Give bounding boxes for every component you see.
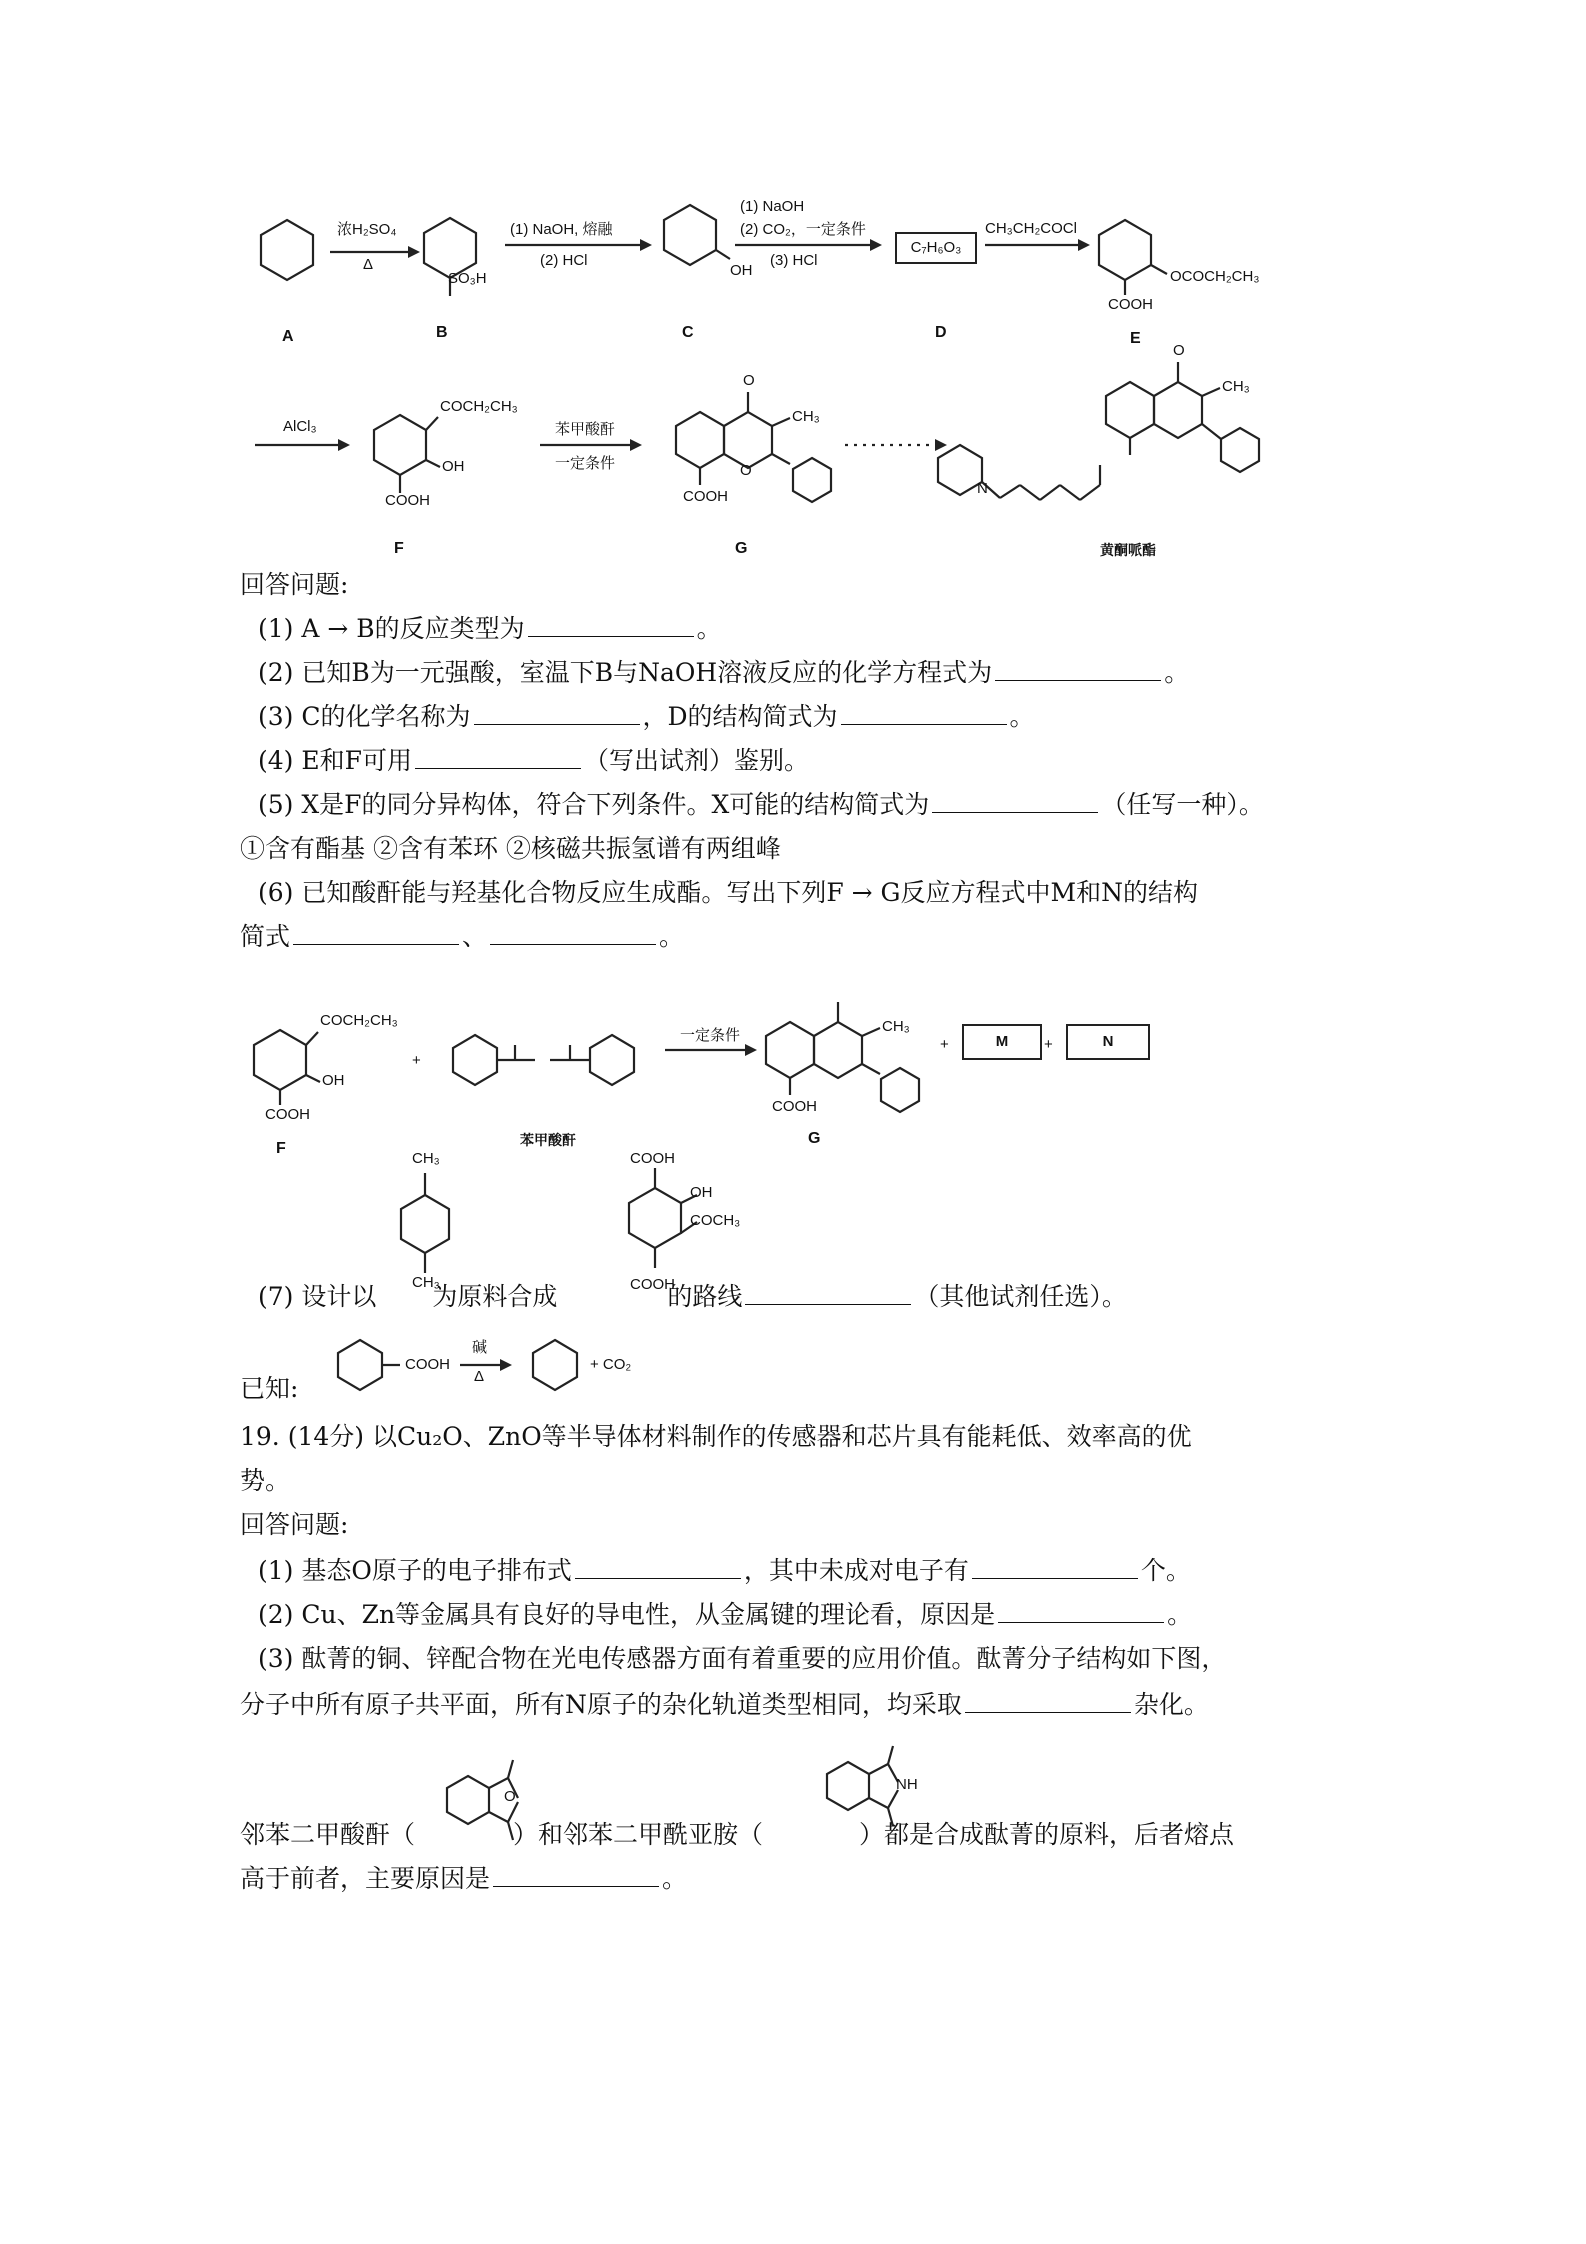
imide-NH: NH bbox=[896, 1776, 918, 1793]
eq-plus-3: + bbox=[1044, 1036, 1053, 1053]
question-1: (1) A → B的反应类型为 。 bbox=[258, 614, 722, 643]
answer-blank[interactable] bbox=[745, 1280, 911, 1305]
answer-blank[interactable] bbox=[965, 1688, 1131, 1713]
q7-target-hydroxyl: OH bbox=[690, 1184, 713, 1201]
eq-label-G: G bbox=[808, 1130, 821, 1147]
label-E: E bbox=[1130, 330, 1141, 347]
question-7: (7) 设计以 为原料合成 的路线 （其他试剂任选）。 bbox=[258, 1282, 1127, 1311]
q7-target-acetyl: COCH₃ bbox=[690, 1212, 741, 1229]
F-group-2: OH bbox=[442, 458, 465, 475]
F-group-1: COCH₂CH₃ bbox=[440, 398, 518, 415]
product-ketone-O: O bbox=[1173, 342, 1185, 359]
D-formula-box: C₇H₆O₃ bbox=[895, 232, 977, 264]
answer-blank[interactable] bbox=[493, 1862, 659, 1887]
eq-label-F: F bbox=[276, 1140, 286, 1157]
arrow3-reagent-1: (1) NaOH bbox=[740, 198, 805, 215]
G-ketone-O: O bbox=[743, 372, 755, 389]
label-B: B bbox=[436, 324, 448, 341]
eq-F-group-1: COCH₂CH₃ bbox=[320, 1012, 398, 1029]
answer-blank[interactable] bbox=[415, 744, 581, 769]
label-C: C bbox=[682, 324, 694, 341]
label-G: G bbox=[735, 540, 748, 557]
label-product: 黄酮哌酯 bbox=[1100, 542, 1156, 558]
known-arrow-reagent: 碱 bbox=[472, 1339, 488, 1356]
arrow2-condition: (2) HCl bbox=[540, 252, 588, 269]
G-carboxyl: COOH bbox=[683, 488, 728, 505]
C-group: OH bbox=[730, 262, 753, 279]
arrow6-reagent: 苯甲酸酐 bbox=[555, 421, 616, 438]
answer-blank[interactable] bbox=[998, 1598, 1164, 1623]
arrow3-condition: (3) HCl bbox=[770, 252, 818, 269]
q7-toluene-methyl-top: CH₃ bbox=[412, 1150, 440, 1167]
F-group-3: COOH bbox=[385, 492, 430, 509]
eq-box-M: M bbox=[962, 1024, 1042, 1060]
product-N: N bbox=[977, 480, 988, 497]
label-F: F bbox=[394, 540, 404, 557]
known-carboxyl: COOH bbox=[405, 1356, 450, 1373]
eq-G-methyl: CH₃ bbox=[882, 1018, 910, 1035]
arrow1-reagent: 浓H₂SO₄ bbox=[337, 221, 397, 238]
arrow1-condition: Δ bbox=[363, 256, 374, 273]
q7-target-carboxyl-top: COOH bbox=[630, 1150, 675, 1167]
q7-target-carboxyl-bottom: COOH bbox=[630, 1276, 675, 1293]
eq-arrow-condition: 一定条件 bbox=[680, 1027, 741, 1044]
question-5-conditions: ①含有酯基 ②含有苯环 ②核磁共振氢谱有两组峰 bbox=[240, 834, 781, 863]
B-group: SO₃H bbox=[448, 270, 487, 287]
arrow5-reagent: AlCl₃ bbox=[283, 418, 317, 435]
question-4: (4) E和F可用 （写出试剂）鉴别。 bbox=[258, 746, 809, 775]
q7-toluene-methyl-bottom: CH₃ bbox=[412, 1274, 440, 1291]
arrow4-reagent: CH₃CH₂COCl bbox=[985, 220, 1077, 237]
eq-F-group-2: OH bbox=[322, 1072, 345, 1089]
answer-blank[interactable] bbox=[995, 656, 1161, 681]
question-19-3-line2: 分子中所有原子共平面，所有N原子的杂化轨道类型相同，均采取 杂化。 bbox=[240, 1690, 1209, 1719]
question-6-line2: 简式 、 。 bbox=[240, 922, 685, 951]
product-methyl: CH₃ bbox=[1222, 378, 1250, 395]
E-group-2: COOH bbox=[1108, 296, 1153, 313]
answer-blank-N[interactable] bbox=[490, 920, 656, 945]
question-19-2: (2) Cu、Zn等金属具有良好的导电性，从金属键的理论看，原因是 。 bbox=[258, 1600, 1193, 1629]
eq-F-group-3: COOH bbox=[265, 1106, 310, 1123]
known-arrow-condition: Δ bbox=[474, 1368, 485, 1385]
answer-blank[interactable] bbox=[841, 700, 1007, 725]
answer-blank[interactable] bbox=[474, 700, 640, 725]
eq-box-N: N bbox=[1066, 1024, 1150, 1060]
known-co2: + CO₂ bbox=[590, 1356, 632, 1373]
E-group-1: OCOCH₂CH₃ bbox=[1170, 268, 1260, 285]
answer-blank-M[interactable] bbox=[293, 920, 459, 945]
G-ring-O: O bbox=[740, 462, 752, 479]
eq-plus-1: + bbox=[412, 1052, 421, 1069]
arrow3-reagent-2: (2) CO₂，一定条件 bbox=[740, 221, 866, 238]
answer-blank[interactable] bbox=[528, 612, 694, 637]
answer-blank[interactable] bbox=[575, 1554, 741, 1579]
known-label: 已知: bbox=[240, 1374, 299, 1403]
question-19-3b-line2: 高于前者，主要原因是 。 bbox=[240, 1864, 688, 1893]
question-19-line2: 势。 bbox=[240, 1466, 291, 1495]
benzene-A bbox=[261, 220, 313, 280]
question-6-line1: (6) 已知酸酐能与羟基化合物反应生成酯。写出下列F → G反应方程式中M和N的结构 bbox=[258, 878, 1198, 907]
eq-G-carboxyl: COOH bbox=[772, 1098, 817, 1115]
question-19-line1: 19. (14分) 以Cu₂O、ZnO等半导体材料制作的传感器和芯片具有能耗低、效率高的优 bbox=[240, 1422, 1192, 1451]
answer-blank[interactable] bbox=[932, 788, 1098, 813]
arrow2-reagent: (1) NaOH, 熔融 bbox=[510, 221, 613, 238]
label-A: A bbox=[282, 328, 294, 345]
eq-anhydride-label: 苯甲酸酐 bbox=[520, 1132, 576, 1148]
intro2-text: 回答问题: bbox=[240, 1510, 349, 1539]
eq-plus-2: + bbox=[940, 1036, 949, 1053]
anhydride-ring-O: O bbox=[504, 1788, 516, 1805]
answer-blank[interactable] bbox=[972, 1554, 1138, 1579]
arrow6-condition: 一定条件 bbox=[555, 455, 616, 472]
question-3: (3) C的化学名称为 ，D的结构简式为 。 bbox=[258, 702, 1035, 731]
intro-text: 回答问题: bbox=[240, 570, 349, 599]
G-methyl: CH₃ bbox=[792, 408, 820, 425]
question-19-3-line1: (3) 酞菁的铜、锌配合物在光电传感器方面有着重要的应用价值。酞菁分子结构如下图， bbox=[258, 1644, 1227, 1673]
question-2: (2) 已知B为一元强酸，室温下B与NaOH溶液反应的化学方程式为 。 bbox=[258, 658, 1190, 687]
question-19-3b-line1: 邻苯二甲酸酐（ ）和邻苯二甲酰亚胺（ ）都是合成酞菁的原料，后者熔点 bbox=[240, 1820, 1235, 1849]
label-D: D bbox=[935, 324, 947, 341]
question-19-1: (1) 基态O原子的电子排布式 ，其中未成对电子有 个。 bbox=[258, 1556, 1191, 1585]
question-5: (5) X是F的同分异构体，符合下列条件。X可能的结构简式为 （任写一种）。 bbox=[258, 790, 1264, 819]
